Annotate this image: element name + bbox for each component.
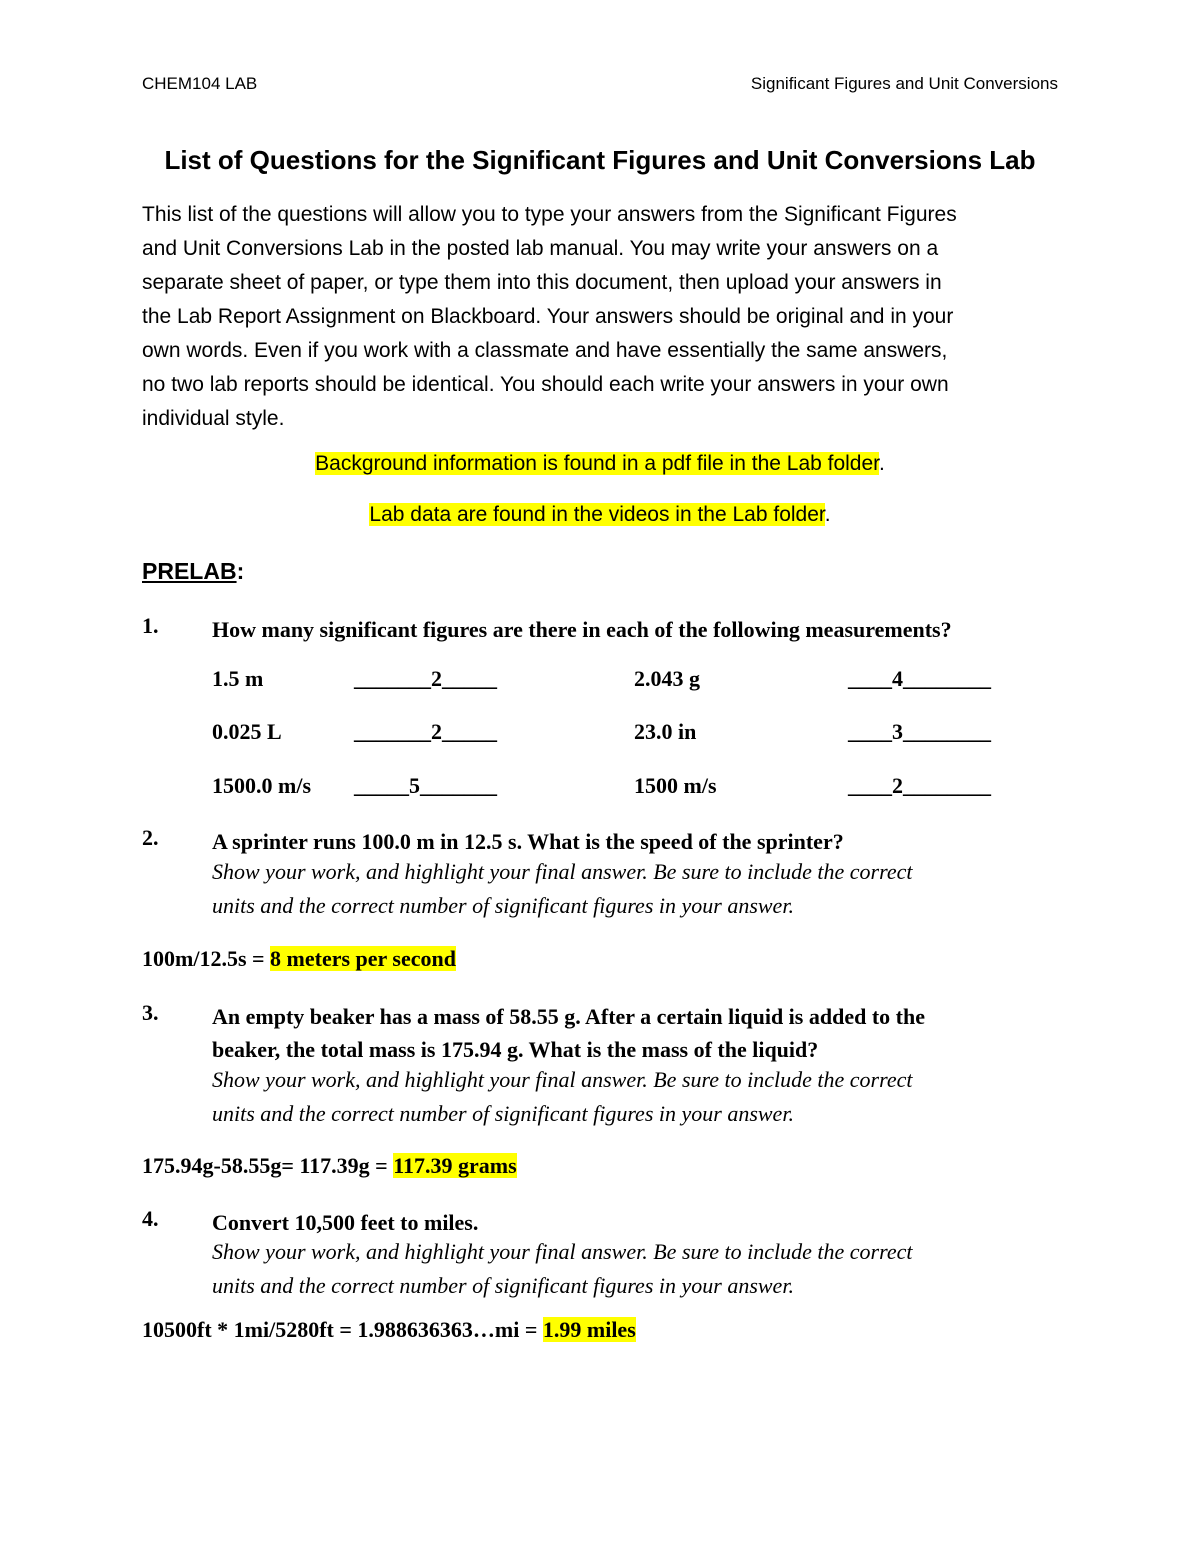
question-2-instruction <box>212 855 1052 923</box>
intro-line: separate sheet of paper, or type them into this document, then upload your answers in <box>142 271 942 294</box>
measurement: 1.5 m <box>212 666 264 691</box>
sigfig-answer: ____3________ <box>848 719 991 744</box>
header-course: CHEM104 LAB <box>142 74 258 93</box>
question-3-instruction <box>212 1063 1052 1131</box>
background-note-period: . <box>879 452 885 475</box>
answer-work: 175.94g-58.55g= 117.39g = <box>142 1153 394 1178</box>
question-3-number: 3. <box>142 1000 159 1025</box>
question-3-text <box>212 1000 1042 1066</box>
sigfig-answer: _______2_____ <box>354 666 497 691</box>
instruction-line: units and the correct number of significant figures in your answer. <box>212 893 794 918</box>
background-note <box>0 452 1200 476</box>
question-4-instruction <box>212 1235 1052 1303</box>
sigfig-answer: _____5_______ <box>354 773 497 798</box>
prelab-label: PRELAB <box>142 558 237 584</box>
question-1-text: How many significant figures are there in each of the following measurements? <box>212 617 952 642</box>
question-4-answer <box>142 1317 636 1343</box>
question-4-number: 4. <box>142 1206 159 1231</box>
header-topic: Significant Figures and Unit Conversions <box>750 74 1058 93</box>
intro-paragraph <box>142 198 1062 436</box>
question-1-number: 1. <box>142 613 159 638</box>
page-title: List of Questions for the Significant Figures and Unit Conversions Lab <box>164 145 1036 175</box>
background-note-text: Background information is found in a pdf file in the Lab folder <box>315 452 880 475</box>
answer-final: 117.39 grams <box>393 1153 517 1178</box>
lab-data-note-text: Lab data are found in the videos in the Lab folder <box>369 503 825 526</box>
answer-final: 8 meters per second <box>270 946 456 971</box>
question-2-text: A sprinter runs 100.0 m in 12.5 s. What is the speed of the sprinter? <box>212 829 844 854</box>
question-line: beaker, the total mass is 175.94 g. What is the mass of the liquid? <box>212 1037 819 1062</box>
instruction-line: Show your work, and highlight your final answer. Be sure to include the correct <box>212 859 913 884</box>
answer-work: 100m/12.5s = <box>142 946 271 971</box>
instruction-line: Show your work, and highlight your final answer. Be sure to include the correct <box>212 1239 913 1264</box>
question-2-number: 2. <box>142 825 159 850</box>
measurement: 1500 m/s <box>634 773 717 798</box>
instruction-line: units and the correct number of significant figures in your answer. <box>212 1101 794 1126</box>
prelab-colon: : <box>236 558 245 584</box>
question-line: An empty beaker has a mass of 58.55 g. After a certain liquid is added to the <box>212 1004 925 1029</box>
lab-data-note-period: . <box>824 503 831 526</box>
instruction-line: units and the correct number of significant figures in your answer. <box>212 1273 794 1298</box>
measurement: 2.043 g <box>634 666 700 691</box>
measurement: 23.0 in <box>634 719 697 744</box>
question-3-answer <box>142 1153 517 1179</box>
intro-line: the Lab Report Assignment on Blackboard. Your answers should be original and in your <box>142 305 954 328</box>
sigfig-answer: ____2________ <box>848 773 991 798</box>
intro-line: no two lab reports should be identical. You should each write your answers in your own <box>142 373 949 396</box>
intro-line: individual style. <box>142 407 285 430</box>
intro-line: own words. Even if you work with a classmate and have essentially the same answers, <box>142 339 948 362</box>
intro-line: and Unit Conversions Lab in the posted lab manual. You may write your answers on a <box>142 237 939 260</box>
measurement: 0.025 L <box>212 719 282 744</box>
answer-work: 10500ft * 1mi/5280ft = 1.988636363…mi = <box>142 1317 543 1342</box>
question-4-text: Convert 10,500 feet to miles. <box>212 1210 479 1235</box>
measurement: 1500.0 m/s <box>212 773 311 798</box>
sigfig-answer: ____4________ <box>848 666 991 691</box>
instruction-line: Show your work, and highlight your final answer. Be sure to include the correct <box>212 1067 913 1092</box>
intro-line: This list of the questions will allow you to type your answers from the Significant Figures <box>142 203 957 226</box>
sigfig-answer: _______2_____ <box>354 719 497 744</box>
question-2-answer <box>142 946 456 972</box>
answer-final: 1.99 miles <box>542 1317 636 1342</box>
prelab-heading <box>142 558 244 585</box>
lab-data-note <box>0 503 1200 527</box>
